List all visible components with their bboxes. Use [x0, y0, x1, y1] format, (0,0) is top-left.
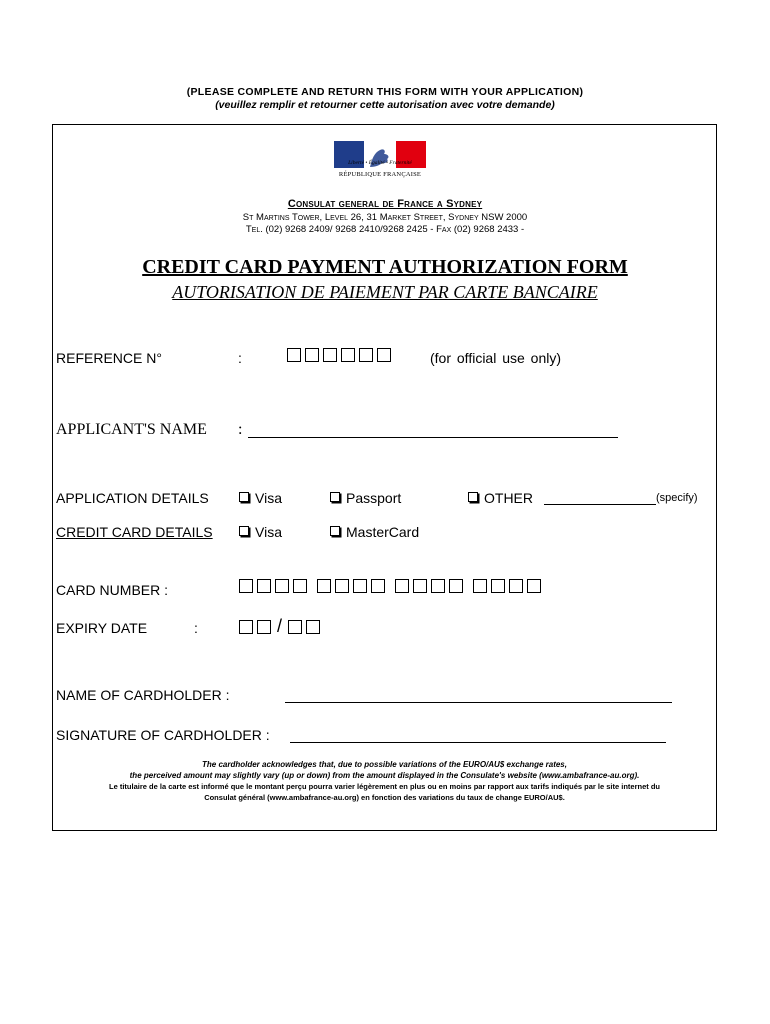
form-title: CREDIT CARD PAYMENT AUTHORIZATION FORM	[142, 256, 628, 278]
card-option-mastercard[interactable]: MasterCard	[330, 524, 419, 540]
form-subtitle: AUTORISATION DE PAIEMENT PAR CARTE BANCAIRE	[172, 282, 598, 302]
checkbox-icon[interactable]	[330, 492, 340, 502]
application-details-label: APPLICATION DETAILS	[56, 490, 209, 506]
card-number-label: CARD NUMBER :	[56, 582, 169, 598]
card-number-boxes[interactable]	[239, 577, 545, 595]
reference-boxes[interactable]	[287, 346, 395, 364]
applicant-name-label: APPLICANT'S NAME	[56, 421, 207, 438]
notice-english-line2: the perceived amount may slightly vary (up or down) from the amount displayed in the Consulate's website (www.ambafrance-au.org).	[129, 771, 640, 780]
reference-colon: :	[238, 350, 242, 366]
reference-label: REFERENCE N°	[56, 350, 162, 366]
applicant-name-colon: :	[238, 421, 243, 438]
notice-french-line2: Consulat général (www.ambafrance-au.org) en fonction des variations du taux de change EURO/AU$.	[204, 793, 565, 802]
instruction-english: (PLEASE COMPLETE AND RETURN THIS FORM WITH YOUR APPLICATION)	[186, 86, 584, 98]
cardholder-signature-label: SIGNATURE OF CARDHOLDER :	[56, 727, 270, 743]
consulate-name: Consulat general de France a Sydney	[287, 198, 483, 210]
instruction-french: (veuillez remplir et retourner cette autorisation avec votre demande)	[215, 99, 555, 111]
expiry-separator: /	[277, 616, 283, 636]
consulate-address: St Martins Tower, Level 26, 31 Market Street, Sydney NSW 2000	[242, 212, 528, 223]
expiry-date-label: EXPIRY DATE	[56, 620, 148, 636]
consulate-contact: Tel. (02) 9268 2409/ 9268 2410/9268 2425 - Fax (02) 9268 2433 -	[245, 224, 525, 235]
expiry-date-boxes[interactable]	[239, 616, 324, 637]
checkbox-icon[interactable]	[468, 492, 478, 502]
expiry-date-colon: :	[194, 620, 198, 636]
logo-republic: RÉPUBLIQUE FRANÇAISE	[338, 171, 422, 178]
checkbox-icon[interactable]	[239, 492, 249, 502]
cardholder-signature-field[interactable]	[290, 742, 666, 743]
checkbox-icon[interactable]	[330, 526, 340, 536]
logo-motto: Liberté • Égalité • Fraternité	[348, 160, 412, 166]
checkbox-icon[interactable]	[239, 526, 249, 536]
application-option-passport[interactable]: Passport	[330, 490, 401, 506]
applicant-name-field[interactable]	[248, 437, 618, 438]
notice-english-line1: The cardholder acknowledges that, due to possible variations of the EURO/AU$ exchange rates,	[202, 760, 567, 769]
reference-note: (for official use only)	[430, 350, 562, 366]
cardholder-name-field[interactable]	[285, 702, 672, 703]
other-specify-hint: (specify)	[656, 492, 698, 504]
notice-french-line1: Le titulaire de la carte est informé que le montant perçu pourra varier légèrement en plus ou en moins par rapport aux tarifs indiqués par le site internet du	[109, 782, 660, 791]
other-specify-field[interactable]	[544, 504, 656, 505]
application-option-other[interactable]: OTHER	[468, 490, 533, 506]
application-option-visa[interactable]: Visa	[239, 490, 282, 506]
card-option-visa[interactable]: Visa	[239, 524, 282, 540]
cardholder-name-label: NAME OF CARDHOLDER :	[56, 687, 230, 703]
credit-card-details-label: CREDIT CARD DETAILS	[56, 524, 213, 540]
